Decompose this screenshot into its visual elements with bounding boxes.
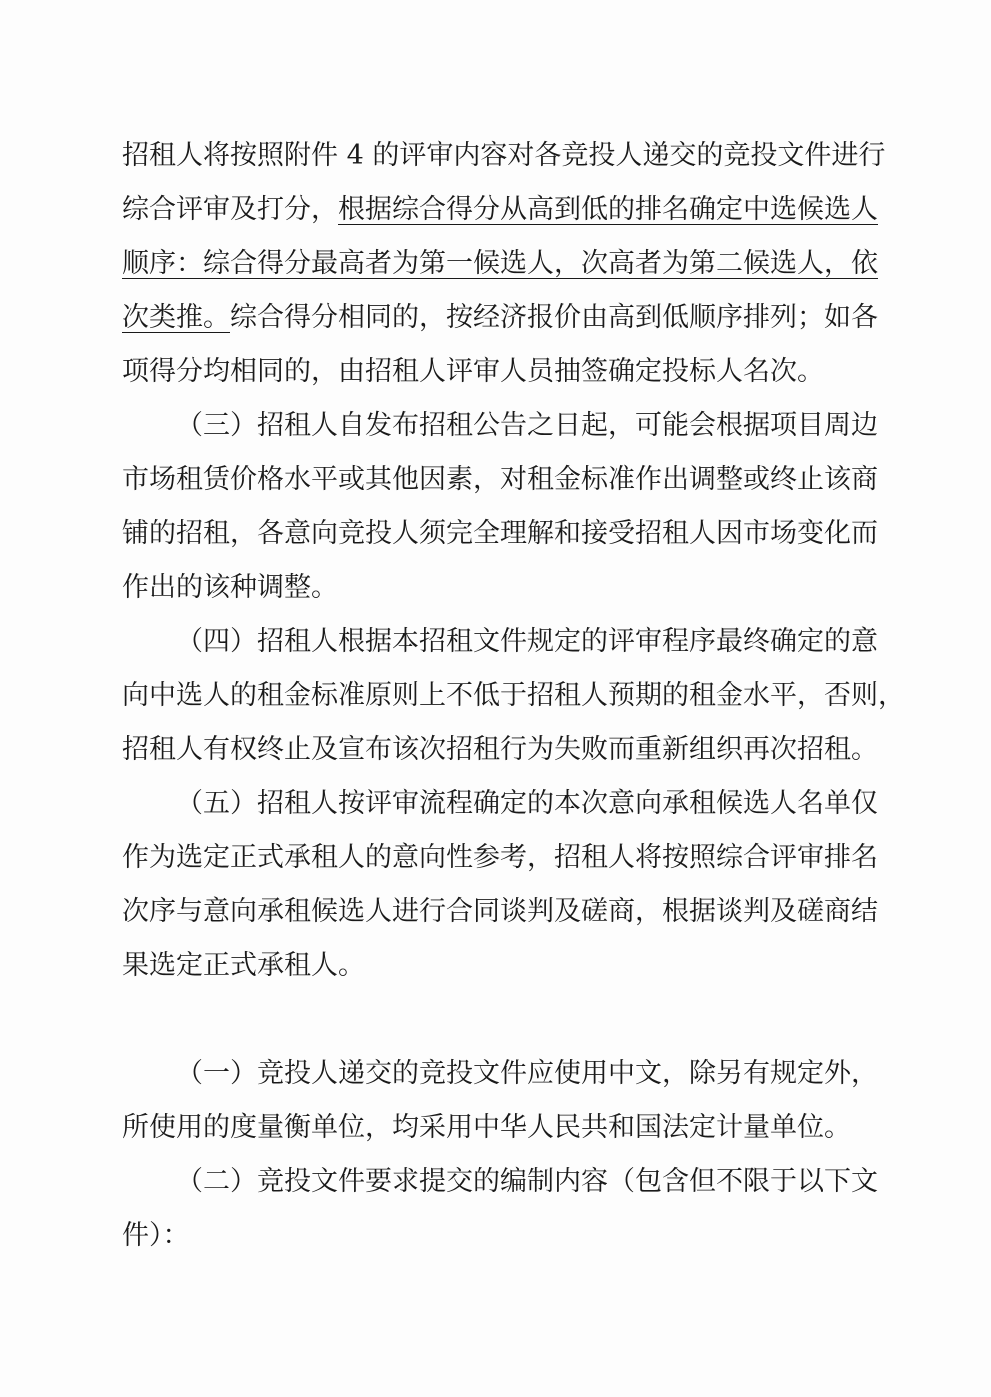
- paragraph-5-line-1: （一）竞投人递交的竞投文件应使用中文，除另有规定外，: [176, 1058, 878, 1089]
- paragraph-4-line-3: 次序与意向承租候选人进行合同谈判及磋商，根据谈判及磋商结: [122, 896, 878, 927]
- paragraph-1-line-2: [122, 192, 878, 228]
- paragraph-4-line-2: 作为选定正式承租人的意向性参考，招租人将按照综合评审排名: [122, 842, 878, 873]
- paragraph-3-line-3: 招租人有权终止及宣布该次招租行为失败而重新组织再次招租。: [122, 734, 878, 765]
- section-heading: [176, 1002, 878, 1038]
- paragraph-2-line-3: 铺的招租，各意向竞投人须完全理解和接受招租人因市场变化而: [122, 518, 878, 549]
- paragraph-1-line-3: [122, 246, 878, 282]
- paragraph-4-line-4: 果选定正式承租人。: [122, 950, 365, 981]
- underlined-text: 根据综合得分从高到低的排名确定中选候选人: [338, 194, 878, 225]
- paragraph-1-line-1: 招租人将按照附件 4 的评审内容对各竞投人递交的竞投文件进行: [122, 140, 886, 171]
- paragraph-6-line-1: （二）竞投文件要求提交的编制内容（包含但不限于以下文: [176, 1166, 878, 1197]
- underlined-text: 顺序：综合得分最高者为第一候选人，次高者为第二候选人，依: [122, 248, 878, 279]
- underlined-text: 次类推。: [122, 302, 230, 333]
- paragraph-4-line-1: （五）招租人按评审流程确定的本次意向承租候选人名单仅: [176, 788, 878, 819]
- paragraph-3-line-1: （四）招租人根据本招租文件规定的评审程序最终确定的意: [176, 626, 878, 657]
- paragraph-6-line-2: 件）：: [122, 1220, 190, 1251]
- paragraph-2-line-4: 作出的该种调整。: [122, 572, 338, 603]
- paragraph-2-line-2: 市场租赁价格水平或其他因素，对租金标准作出调整或终止该商: [122, 464, 878, 495]
- paragraph-1-line-4-text: 综合得分相同的，按经济报价由高到低顺序排列；如各: [230, 302, 878, 333]
- paragraph-1-line-4: [122, 300, 878, 336]
- paragraph-2-line-1: （三）招租人自发布招租公告之日起，可能会根据项目周边: [176, 410, 878, 441]
- paragraph-3-line-2: 向中选人的租金标准原则上不低于招租人预期的租金水平，否则，: [122, 680, 905, 711]
- paragraph-1-line-5: 项得分均相同的，由招租人评审人员抽签确定投标人名次。: [122, 356, 824, 387]
- paragraph-5-line-2: 所使用的度量衡单位，均采用中华人民共和国法定计量单位。: [122, 1112, 851, 1143]
- paragraph-1-line-2-text: 综合评审及打分，: [122, 194, 338, 225]
